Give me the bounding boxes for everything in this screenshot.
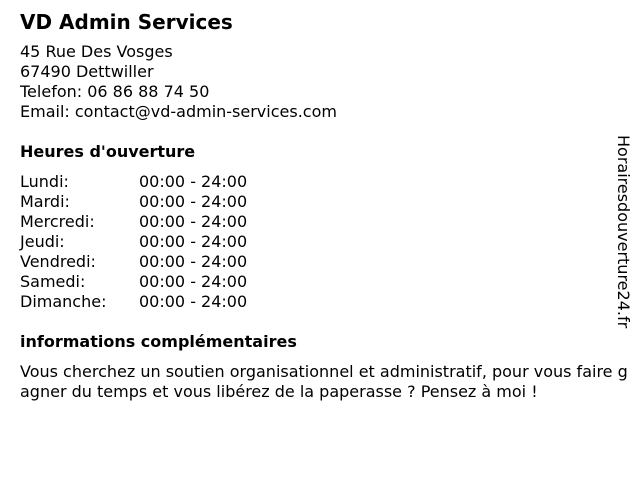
business-name: VD Admin Services [20,10,233,34]
time-range: 00:00 - 24:00 [139,172,248,191]
hours-row-thursday [20,232,630,252]
business-card [20,10,630,402]
time-range: 00:00 - 24:00 [139,232,248,251]
day-label: Mercredi: [20,212,95,231]
hours-row-wednesday [20,212,630,232]
hours-table [20,172,630,312]
email-text: Email: contact@vd-admin-services.com [20,102,337,121]
hours-row-saturday [20,272,630,292]
hours-row-monday [20,172,630,192]
hours-heading: Heures d'ouverture [20,142,196,161]
day-label: Dimanche: [20,292,107,311]
hours-row-tuesday [20,192,630,212]
day-label: Mardi: [20,192,70,211]
address-line-2: 67490 Dettwiller [20,62,154,81]
day-label: Lundi: [20,172,69,191]
info-heading: informations complémentaires [20,332,297,351]
time-range: 00:00 - 24:00 [139,192,248,211]
time-range: 00:00 - 24:00 [139,292,248,311]
hours-row-friday [20,252,630,272]
hours-row-sunday [20,292,630,312]
day-label: Jeudi: [20,232,65,251]
time-range: 00:00 - 24:00 [139,212,248,231]
phone-text: Telefon: 06 86 88 74 50 [20,82,210,101]
info-description: Vous cherchez un soutien organisationnel et administratif, pour vous faire gagner du temps et vous libérez de la paperasse ? Pensez à moi ! [20,362,628,401]
day-label: Samedi: [20,272,86,291]
time-range: 00:00 - 24:00 [139,272,248,291]
address-line-1: 45 Rue Des Vosges [20,42,173,61]
watermark-text: Horairesdouverture24.fr [614,135,633,329]
time-range: 00:00 - 24:00 [139,252,248,271]
day-label: Vendredi: [20,252,96,271]
